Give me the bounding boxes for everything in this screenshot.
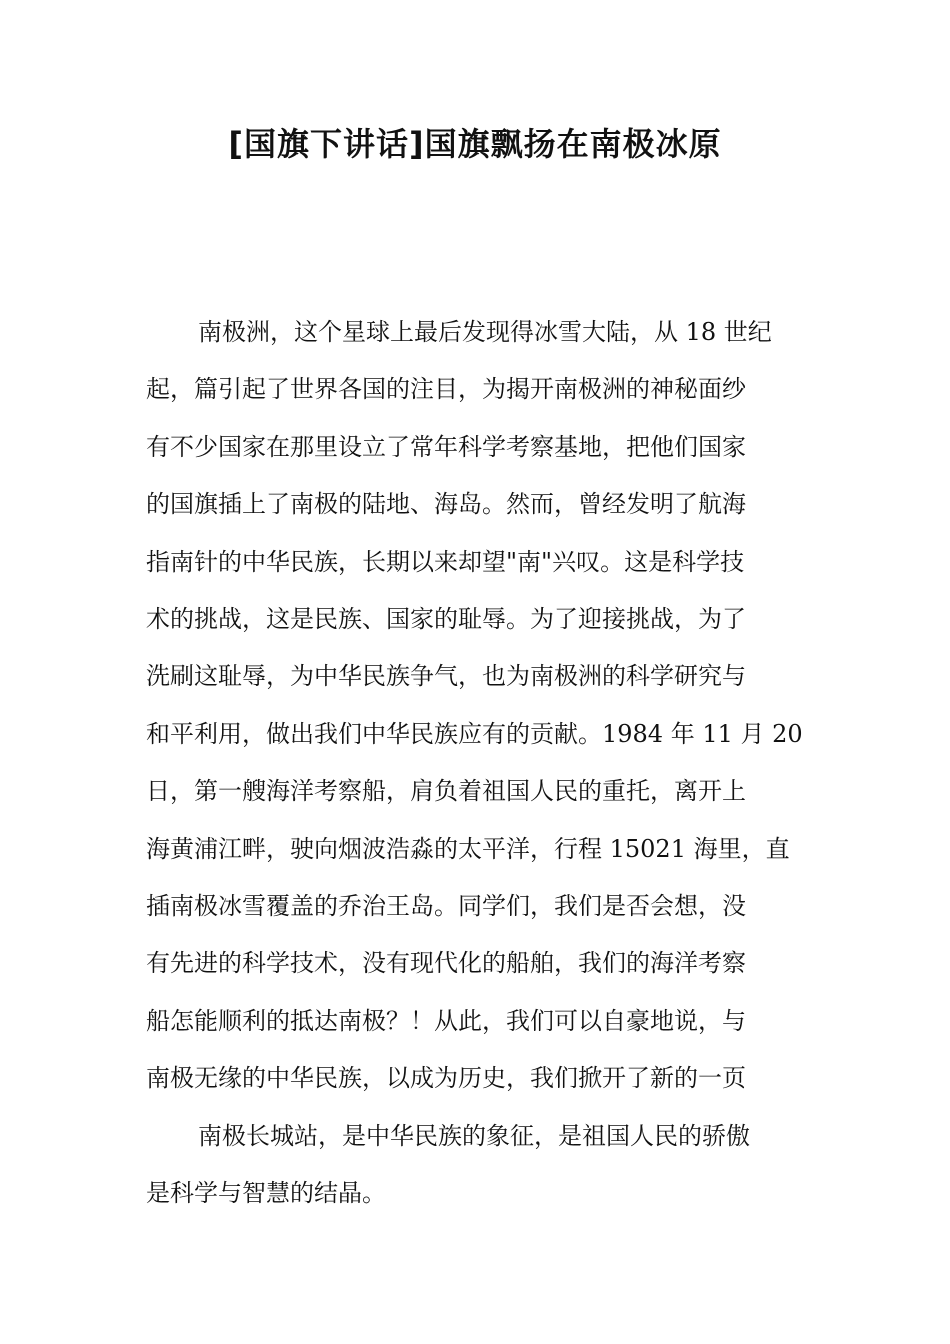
paragraph-1: [146, 304, 806, 1108]
text-line: 海黄浦江畔，驶向烟波浩淼的太平洋，行程 15021 海里，直: [146, 834, 790, 863]
text-line: 南极无缘的中华民族，以成为历史，我们掀开了新的一页: [146, 1064, 746, 1093]
paragraph-2: [146, 1108, 806, 1223]
text-line: 有先进的科学技术，没有现代化的船舶，我们的海洋考察: [146, 949, 746, 978]
text-line: 南极洲，这个星球上最后发现得冰雪大陆，从 18 世纪: [198, 318, 772, 346]
text-line: 有不少国家在那里设立了常年科学考察基地，把他们国家: [146, 432, 746, 461]
text-line: 南极长城站，是中华民族的象征，是祖国人民的骄傲: [198, 1121, 750, 1150]
text-line: 术的挑战，这是民族、国家的耻辱。为了迎接挑战，为了: [146, 605, 746, 634]
text-line: 日，第一艘海洋考察船，肩负着祖国人民的重托，离开上: [146, 777, 746, 806]
document-body: [146, 304, 806, 1223]
text-line: 洗刷这耻辱，为中华民族争气，也为南极洲的科学研究与: [146, 662, 746, 691]
text-line: 起，篇引起了世界各国的注目，为揭开南极洲的神秘面纱: [146, 375, 746, 404]
text-line: 的国旗插上了南极的陆地、海岛。然而，曾经发明了航海: [146, 490, 746, 519]
text-line: 是科学与智慧的结晶。: [146, 1179, 386, 1208]
document-title: [国旗下讲话]国旗飘扬在南极冰原: [228, 125, 722, 163]
text-line: 船怎能顺利的抵达南极？！从此，我们可以自豪地说，与: [146, 1006, 746, 1035]
text-line: 插南极冰雪覆盖的乔治王岛。同学们，我们是否会想，没: [146, 892, 746, 921]
text-line: 指南针的中华民族，长期以来却望"南"兴叹。这是科学技: [146, 547, 745, 576]
text-line: 和平利用，做出我们中华民族应有的贡献。1984 年 11 月 20: [146, 719, 803, 748]
